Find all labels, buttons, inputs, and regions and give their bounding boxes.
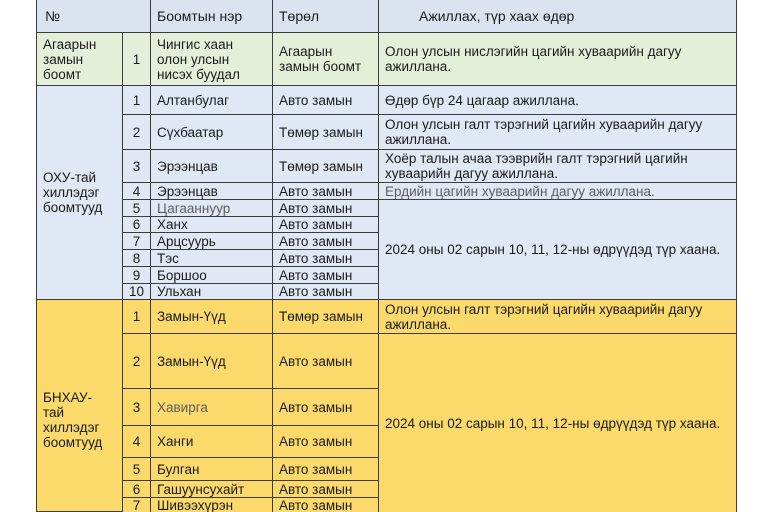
russia-row-name: Тэс	[151, 250, 273, 267]
china-row-num: 2	[123, 334, 151, 389]
china-row-type: Авто замын	[273, 334, 379, 389]
russia-row-type: Төмөр замын	[273, 150, 379, 183]
russia-row-num: 5	[123, 200, 151, 217]
russia-row-schedule: Өдөр бүр 24 цагаар ажиллана.	[379, 86, 737, 115]
russia-row-num: 6	[123, 217, 151, 233]
russia-row-name: Алтанбулаг	[151, 86, 273, 115]
header-name: Боомтын нэр	[151, 0, 273, 33]
china-row-num: 3	[123, 389, 151, 426]
russia-row-num: 7	[123, 233, 151, 250]
russia-row-name: Ханх	[151, 217, 273, 233]
header-schedule: Ажиллах, түр хаах өдөр	[379, 0, 737, 33]
air-schedule: Олон улсын нислэгийн цагийн хуваарийн дагуу ажиллана.	[379, 33, 737, 86]
russia-row-num: 3	[123, 150, 151, 183]
china-row-name: Замын-Үүд	[151, 334, 273, 389]
china-closed-schedule: 2024 оны 02 сарын 10, 11, 12-ны өдрүүдэд түр хаана.	[379, 334, 737, 512]
russia-row-name: Ульхан	[151, 284, 273, 300]
group-air: Агаарын замын боомт	[37, 33, 123, 86]
russia-row-schedule: Хоёр талын ачаа тээврийн галт тэрэгний цагийн хуваарийн дагуу ажиллана.	[379, 150, 737, 183]
russia-row-num: 8	[123, 250, 151, 267]
china-row-num: 6	[123, 481, 151, 498]
air-name: Чингис хаан олон улсын нисэх буудал	[151, 33, 273, 86]
china-row-type: Авто замын	[273, 498, 379, 512]
russia-row-num: 10	[123, 284, 151, 300]
china-row-type: Төмөр замын	[273, 300, 379, 334]
china-row-type: Авто замын	[273, 458, 379, 481]
china-row-name: Булган	[151, 458, 273, 481]
group-russia: ОХУ-тай хиллэдэг боомтууд	[37, 86, 123, 300]
russia-row-type: Авто замын	[273, 233, 379, 250]
header-type: Төрөл	[273, 0, 379, 33]
russia-row-num: 9	[123, 267, 151, 284]
china-row-schedule: Олон улсын галт тэрэгний цагийн хуваарийн дагуу ажиллана.	[379, 300, 737, 334]
air-num: 1	[123, 33, 151, 86]
china-row-num: 5	[123, 458, 151, 481]
russia-row-name: Арцсуурь	[151, 233, 273, 250]
russia-row-type: Авто замын	[273, 217, 379, 233]
russia-row-type: Авто замын	[273, 86, 379, 115]
russia-row-name: Сүхбаатар	[151, 115, 273, 150]
russia-row-num: 2	[123, 115, 151, 150]
russia-row-type: Авто замын	[273, 284, 379, 300]
russia-row-name: Эрээнцав	[151, 150, 273, 183]
china-row-num: 7	[123, 498, 151, 512]
china-row-name: Ханги	[151, 426, 273, 458]
russia-row-num: 4	[123, 183, 151, 200]
china-row-type: Авто замын	[273, 426, 379, 458]
russia-row-type: Авто замын	[273, 267, 379, 284]
china-row-name: Шивээхүрэн	[151, 498, 273, 512]
russia-row-name: Цагааннуур	[151, 200, 273, 217]
russia-row-schedule: Ердийн цагийн хуваарийн дагуу ажиллана.	[379, 183, 737, 200]
table-left-border	[36, 0, 37, 512]
header-num: №	[37, 0, 151, 33]
group-china: БНХАУ- тай хиллэдэг боомтууд	[37, 300, 123, 512]
air-type: Агаарын замын боомт	[273, 33, 379, 86]
russia-row-type: Төмөр замын	[273, 115, 379, 150]
china-row-name: Гашуунсухайт	[151, 481, 273, 498]
russia-row-type: Авто замын	[273, 200, 379, 217]
china-row-name: Замын-Үүд	[151, 300, 273, 334]
china-row-num: 4	[123, 426, 151, 458]
russia-row-schedule: Олон улсын галт тэрэгний цагийн хуваарийн дагуу ажиллана.	[379, 115, 737, 150]
china-row-num: 1	[123, 300, 151, 334]
russia-row-type: Авто замын	[273, 250, 379, 267]
china-row-type: Авто замын	[273, 481, 379, 498]
russia-row-name: Боршоо	[151, 267, 273, 284]
russia-row-num: 1	[123, 86, 151, 115]
russia-row-name: Эрээнцав	[151, 183, 273, 200]
russia-closed-schedule: 2024 оны 02 сарын 10, 11, 12-ны өдрүүдэд түр хаана.	[379, 200, 737, 300]
russia-row-type: Авто замын	[273, 183, 379, 200]
china-row-type: Авто замын	[273, 389, 379, 426]
china-row-name: Хавирга	[151, 389, 273, 426]
